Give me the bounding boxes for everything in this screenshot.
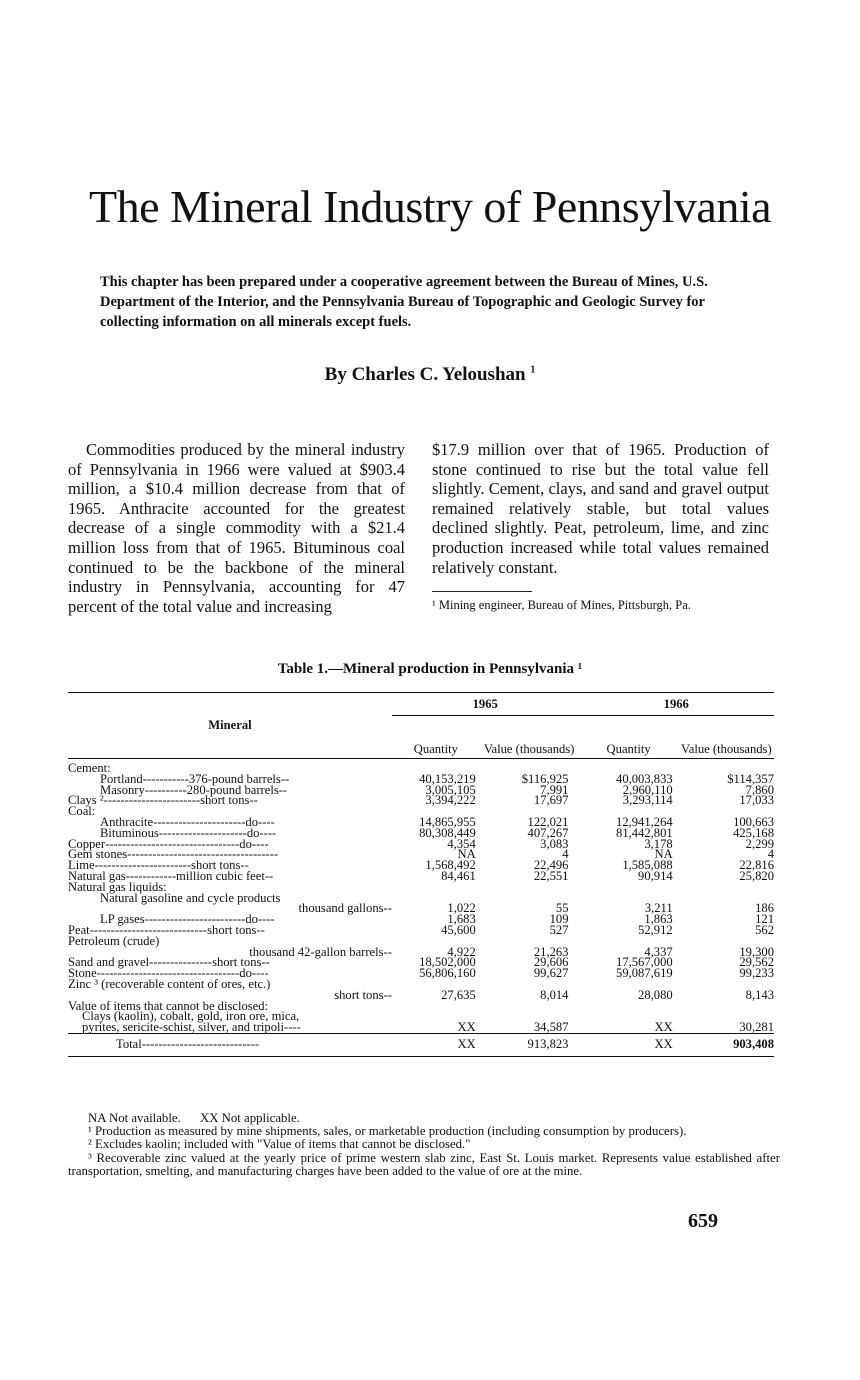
cell-value-1965: 22,551	[533, 868, 569, 883]
row-sub-label: Natural gasoline and cycle products	[100, 890, 281, 905]
row-unit: million cubic feet	[176, 868, 265, 883]
row-unit: short tons	[191, 858, 241, 873]
col-header-1965: 1965	[392, 693, 579, 716]
cell-value-1966: 19,300	[739, 944, 774, 959]
cell-quantity-1965: 4,354	[447, 836, 476, 851]
col-header-mineral: Mineral	[68, 693, 392, 759]
cell-value-1966: 562	[755, 922, 774, 937]
cell-quantity-1966: 4,337	[644, 944, 673, 959]
cell-quantity-1965: 4,922	[447, 944, 476, 959]
body-column-right	[432, 440, 769, 612]
table-row: Bituminous---------------------do---- 80,308,449 407,267 81,442,801 425,168	[100, 825, 774, 840]
cell-quantity-1965: 1,683	[447, 912, 476, 927]
cell-quantity-1965: 80,308,449	[419, 825, 476, 840]
cell-value-1966: 8,143	[745, 987, 774, 1002]
row-sub-label: Clays (kaolin), cobalt, gold, iron ore, mica,	[82, 1009, 300, 1024]
cell-quantity-1966: NA	[654, 847, 673, 862]
cell-quantity-1965: 18,502,000	[419, 955, 476, 970]
total-row: Total---------------------------- XX 913,823 XX 903,408	[68, 1033, 774, 1056]
row-unit: do	[239, 966, 252, 981]
row-unit: thousand 42-gallon barrels	[249, 944, 384, 959]
cell-quantity-1966: 3,293,114	[622, 793, 673, 808]
cell-quantity-1965: 1,568,492	[425, 858, 476, 873]
cell-value-1966: 425,168	[733, 825, 774, 840]
cell-value-1966: 17,033	[739, 793, 774, 808]
cell-value-1966: 30,281	[739, 1020, 774, 1035]
cell-quantity-1965: 45,600	[441, 922, 476, 937]
cell-value-1965: 21,263	[533, 944, 569, 959]
table-row: pyrites, sericite-schist, silver, and tripoli---- XX 34,587 XX 30,281	[82, 1020, 774, 1035]
row-unit: short tons	[207, 922, 257, 937]
cell-quantity-1965: 3,005,105	[425, 782, 476, 797]
row-unit: 280-pound barrels	[186, 782, 279, 797]
table-row: LP gases------------------------do---- 1,683 109 1,863 121	[100, 912, 774, 927]
table-row: Portland-----------376-pound barrels-- 40,153,219 $116,925 40,003,833 $114,357	[100, 771, 774, 786]
row-label: Gem stones	[68, 847, 128, 862]
cell-value-1965: 109	[549, 912, 569, 927]
row-group-label: Zinc ³ (recoverable content of ores, etc.)	[68, 976, 271, 991]
cell-quantity-1966: 81,442,801	[616, 825, 673, 840]
row-unit: do	[246, 825, 260, 840]
cell-value-1966: $114,357	[727, 771, 774, 786]
cell-value-1966: 29,562	[739, 955, 774, 970]
cell-value-1966: 121	[755, 912, 774, 927]
cell-value-1966: 25,820	[739, 868, 774, 883]
row-group-label: Petroleum (crude)	[68, 933, 160, 948]
cell-value-1966: 99,233	[739, 966, 774, 981]
cell-value-1966: 4	[767, 847, 774, 862]
row-unit: do	[245, 912, 258, 927]
cell-value-1966: 903,408	[679, 1033, 774, 1056]
row-unit: short tons	[200, 793, 250, 808]
cell-quantity-1965: 40,153,219	[419, 771, 476, 786]
row-unit: do	[239, 836, 252, 851]
cell-quantity-1966: XX	[578, 1033, 678, 1056]
cell-quantity-1965: NA	[457, 847, 476, 862]
note-na: NA Not available.	[88, 1111, 181, 1125]
cell-value-1966: 2,299	[745, 836, 774, 851]
table-row: Natural gas------------million cubic feet-- 84,461 22,551 90,914 25,820	[68, 868, 774, 883]
row-label: Natural gas	[68, 868, 126, 883]
row-label: Peat	[68, 922, 90, 937]
table-row: Anthracite----------------------do---- 14,865,955 122,021 12,941,264 100,663	[100, 814, 774, 829]
col-header-quantity-1966: Quantity	[578, 716, 678, 759]
row-group-label: Natural gas liquids:	[68, 879, 167, 894]
cell-quantity-1966: 17,567,000	[616, 955, 673, 970]
cell-value-1966: 22,816	[739, 858, 774, 873]
row-label: Anthracite	[100, 814, 154, 829]
cell-value-1965: 4	[562, 847, 569, 862]
row-unit: short tons	[334, 987, 384, 1002]
cell-quantity-1966: 59,087,619	[616, 966, 673, 981]
row-label: Bituminous	[100, 825, 159, 840]
footnote-divider	[432, 591, 532, 592]
cell-quantity-1965: 84,461	[441, 868, 476, 883]
cell-quantity-1965: 56,806,160	[419, 966, 476, 981]
row-label: Lime	[68, 858, 95, 873]
cell-value-1965: 29,606	[533, 955, 569, 970]
row-label: Clays ²	[68, 793, 104, 808]
row-label: Stone	[68, 966, 97, 981]
cell-quantity-1966: 52,912	[638, 922, 673, 937]
author-name: By Charles C. Yeloushan	[324, 364, 526, 385]
table-row: Lime-----------------------short tons-- 1,568,492 22,496 1,585,088 22,816	[68, 858, 774, 873]
table-footnotes	[68, 1112, 780, 1178]
byline-footnote-mark: 1	[530, 364, 536, 376]
cell-value-1965: 7,991	[540, 782, 569, 797]
row-label: Copper	[68, 836, 106, 851]
cell-quantity-1966: 1,863	[644, 912, 673, 927]
row-label: Portland	[100, 771, 143, 786]
cell-value-1966: 7,860	[745, 782, 774, 797]
cell-value-1965: 99,627	[533, 966, 569, 981]
cell-value-1965: 8,014	[540, 987, 569, 1002]
col-header-value-1966: Value (thousands)	[679, 716, 774, 759]
body-paragraph-left: Commodities produced by the mineral industry of Pennsylvania in 1966 were valued at $903.4 million, a $10.4 million decrease from that of 1965. Anthracite accounted for the greatest decrease of a single commodity with a $21.4 million loss from that of 1965. Bituminous coal continued to be the backbone of the mineral industry in Pennsylvania, accounting for 47 percent of the total value and increasing	[68, 440, 405, 616]
cell-quantity-1965: 3,394,222	[425, 793, 476, 808]
cell-quantity-1966: 2,960,110	[622, 782, 673, 797]
cell-quantity-1965: 27,635	[441, 987, 476, 1002]
cell-value-1965: 22,496	[533, 858, 569, 873]
cell-quantity-1965: XX	[457, 1020, 476, 1035]
table-row: Gem stones------------------------------------ NA 4 NA 4	[68, 847, 774, 862]
cell-quantity-1966: XX	[654, 1020, 673, 1035]
table-row: Sand and gravel---------------short tons-- 18,502,000 29,606 17,567,000 29,562	[68, 955, 774, 970]
cell-quantity-1965: 14,865,955	[419, 814, 476, 829]
cell-value-1965: 3,083	[540, 836, 569, 851]
row-label: pyrites, sericite-schist, silver, and tripoli	[82, 1020, 284, 1035]
table-row: thousand 42-gallon barrels-- 4,922 21,263 4,337 19,300	[249, 944, 774, 959]
note-xx: XX Not applicable.	[199, 1111, 300, 1125]
cell-value-1965: 55	[555, 901, 569, 916]
cell-quantity-1966: 3,211	[644, 901, 673, 916]
table-row: short tons-- 27,635 8,014 28,080 8,143	[334, 987, 774, 1002]
cell-quantity-1966: 12,941,264	[616, 814, 673, 829]
byline	[0, 364, 860, 386]
col-header-value-1965: Value (thousands)	[480, 716, 579, 759]
row-label: Sand and gravel	[68, 955, 150, 970]
row-unit: thousand gallons	[298, 901, 384, 916]
cell-quantity-1966: 40,003,833	[616, 771, 673, 786]
note-2: ² Excludes kaolin; included with "Value of items that cannot be disclosed."	[88, 1137, 471, 1152]
cell-value-1965: 122,021	[527, 814, 569, 829]
row-group-label: Cement:	[68, 761, 111, 775]
col-header-1966: 1966	[578, 693, 774, 716]
page-title: The Mineral Industry of Pennsylvania	[88, 181, 772, 232]
mineral-production-table	[68, 692, 774, 1057]
row-group-label: Value of items that cannot be disclosed:	[68, 998, 269, 1013]
cell-quantity-1966: 28,080	[638, 987, 673, 1002]
cell-quantity-1966: 1,585,088	[622, 858, 673, 873]
table-row: Clays ²-----------------------short tons-- 3,394,222 17,697 3,293,114 17,033	[68, 793, 774, 808]
cell-quantity-1965: XX	[392, 1033, 480, 1056]
col-header-quantity-1965: Quantity	[392, 716, 480, 759]
row-label: LP gases	[100, 912, 145, 927]
row-unit: short tons	[212, 955, 262, 970]
cell-quantity-1965: 1,022	[447, 901, 476, 916]
row-label: Total	[116, 1036, 142, 1051]
table-row: Stone----------------------------------do---- 56,806,160 99,627 59,087,619 99,233	[68, 966, 774, 981]
page-number: 659	[688, 1210, 718, 1232]
body-paragraph-right: $17.9 million over that of 1965. Production of stone continued to rise but the total value fell slightly. Cement, clays, and sand and gravel output remained relatively stable, but total values declined slightly. Peat, petroleum, lime, and zinc production increased while total values remained relatively constant.	[432, 440, 769, 577]
cell-quantity-1966: 3,178	[644, 836, 673, 851]
note-3: ³ Recoverable zinc valued at the yearly price of prime western slab zinc, East St. Louis market. Represents value established after transportation, smelting, and manufacturing charges have been added to the value of ore at the mine.	[68, 1150, 780, 1178]
table-row: thousand gallons-- 1,022 55 3,211 186	[298, 901, 774, 916]
table-caption: Table 1.—Mineral production in Pennsylvania ¹	[277, 661, 583, 677]
chapter-intro: This chapter has been prepared under a cooperative agreement between the Bureau of Mines, U.S. Department of the Interior, and the Pennsylvania Bureau of Topographic and Geologic Survey for collecting information on all minerals except fuels.	[100, 274, 708, 330]
cell-value-1966: 100,663	[733, 814, 774, 829]
table-row: Peat----------------------------short tons-- 45,600 527 52,912 562	[68, 922, 774, 937]
author-footnote: ¹ Mining engineer, Bureau of Mines, Pittsburgh, Pa.	[432, 598, 691, 613]
cell-value-1965: 34,587	[533, 1020, 569, 1035]
cell-value-1965: $116,925	[521, 771, 569, 786]
table-row: Masonry----------280-pound barrels-- 3,005,105 7,991 2,960,110 7,860	[100, 782, 774, 797]
row-label: Masonry	[100, 782, 145, 797]
cell-value-1966: 186	[755, 901, 774, 916]
cell-value-1965: 17,697	[533, 793, 569, 808]
cell-value-1965: 407,267	[527, 825, 569, 840]
row-unit: do	[245, 814, 259, 829]
table-row: Copper--------------------------------do---- 4,354 3,083 3,178 2,299	[68, 836, 774, 851]
cell-value-1965: 913,823	[480, 1033, 579, 1056]
cell-quantity-1966: 90,914	[638, 868, 673, 883]
body-column-left	[68, 440, 405, 616]
note-1: ¹ Production as measured by mine shipments, sales, or marketable production (including consumption by producers).	[88, 1124, 687, 1139]
row-unit: 376-pound barrels	[188, 771, 281, 786]
row-group-label: Coal:	[68, 804, 96, 819]
cell-value-1965: 527	[549, 922, 569, 937]
